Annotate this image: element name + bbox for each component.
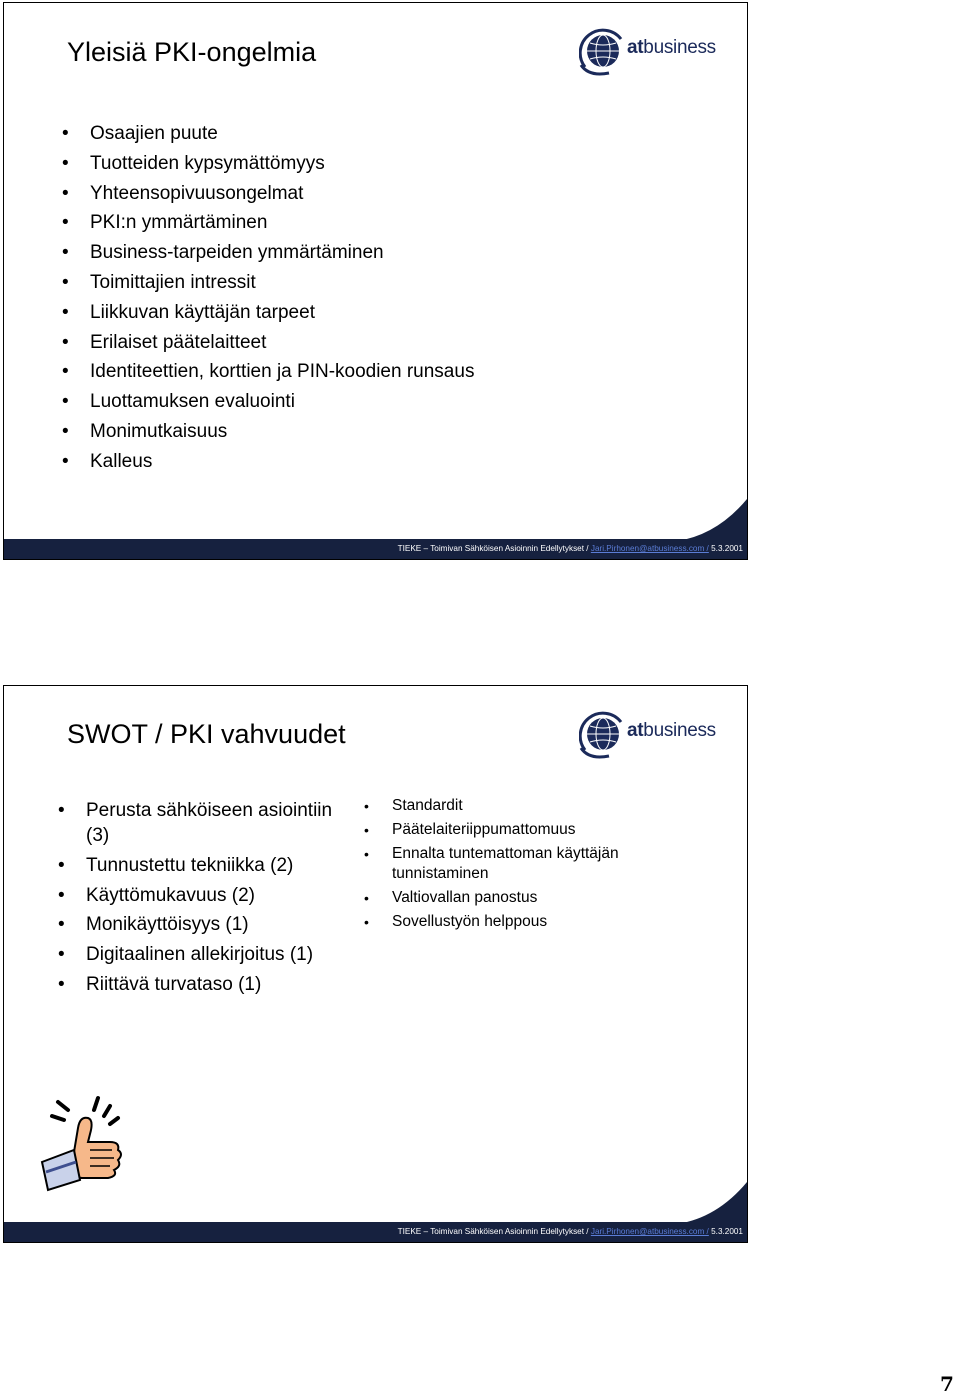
footer-bar <box>4 1222 747 1242</box>
list-item: • Digitaalinen allekirjoitus (1) <box>56 942 346 967</box>
strengths-list-right <box>362 796 652 936</box>
list-item: • Riittävä turvataso (1) <box>56 972 346 997</box>
list-item: • Erilaiset päätelaitteet <box>60 328 474 358</box>
thumbs-up-icon <box>38 1092 134 1192</box>
page-number: 7 <box>940 1372 954 1396</box>
atbusiness-logo <box>579 27 729 77</box>
footer-text: TIEKE – Toimivan Sähköisen Asioinnin Edellytykset / Jari.Pirhonen@atbusiness.com / 5.3.2001 <box>397 1227 743 1236</box>
footer-text: TIEKE – Toimivan Sähköisen Asioinnin Edellytykset / Jari.Pirhonen@atbusiness.com / 5.3.2001 <box>397 544 743 553</box>
list-item: • Standardit <box>362 796 652 816</box>
list-item: • Tuotteiden kypsymättömyys <box>60 149 474 179</box>
atbusiness-logo <box>579 710 729 760</box>
list-item: • PKI:n ymmärtäminen <box>60 208 474 238</box>
footer-email-link[interactable]: Jari.Pirhonen@atbusiness.com / <box>590 544 709 553</box>
slide-title: Yleisiä PKI-ongelmia <box>67 37 317 67</box>
slide-pki-problems <box>3 2 748 560</box>
strengths-list-left <box>56 798 346 1002</box>
list-item: • Osaajien puute <box>60 119 474 149</box>
list-item: • Perusta sähköiseen asiointiin (3) <box>56 798 346 848</box>
footer-bar <box>4 539 747 559</box>
list-item: • Luottamuksen evaluointi <box>60 387 474 417</box>
logo-wordmark: atbusiness <box>627 37 716 58</box>
list-item: • Päätelaiteriippumattomuus <box>362 820 652 840</box>
slide-title: SWOT / PKI vahvuudet <box>67 719 346 749</box>
list-item: • Liikkuvan käyttäjän tarpeet <box>60 298 474 328</box>
list-item: • Tunnustettu tekniikka (2) <box>56 853 346 878</box>
problem-list <box>60 119 474 477</box>
globe-icon <box>579 27 627 77</box>
list-item: • Business-tarpeiden ymmärtäminen <box>60 238 474 268</box>
list-item: • Yhteensopivuusongelmat <box>60 179 474 209</box>
list-item: • Identiteettien, korttien ja PIN-koodien runsaus <box>60 357 474 387</box>
list-item: • Sovellustyön helppous <box>362 912 652 932</box>
list-item: • Valtiovallan panostus <box>362 888 652 908</box>
list-item: • Käyttömukavuus (2) <box>56 883 346 908</box>
logo-wordmark: atbusiness <box>627 720 716 741</box>
list-item: • Kalleus <box>60 447 474 477</box>
list-item: • Monikäyttöisyys (1) <box>56 912 346 937</box>
list-item: • Monimutkaisuus <box>60 417 474 447</box>
list-item: • Ennalta tuntemattoman käyttäjän tunnistaminen <box>362 844 652 884</box>
list-item: • Toimittajien intressit <box>60 268 474 298</box>
globe-icon <box>579 710 627 760</box>
footer-swoosh <box>677 499 747 541</box>
footer-swoosh <box>677 1182 747 1224</box>
footer-email-link[interactable]: Jari.Pirhonen@atbusiness.com / <box>590 1227 709 1236</box>
